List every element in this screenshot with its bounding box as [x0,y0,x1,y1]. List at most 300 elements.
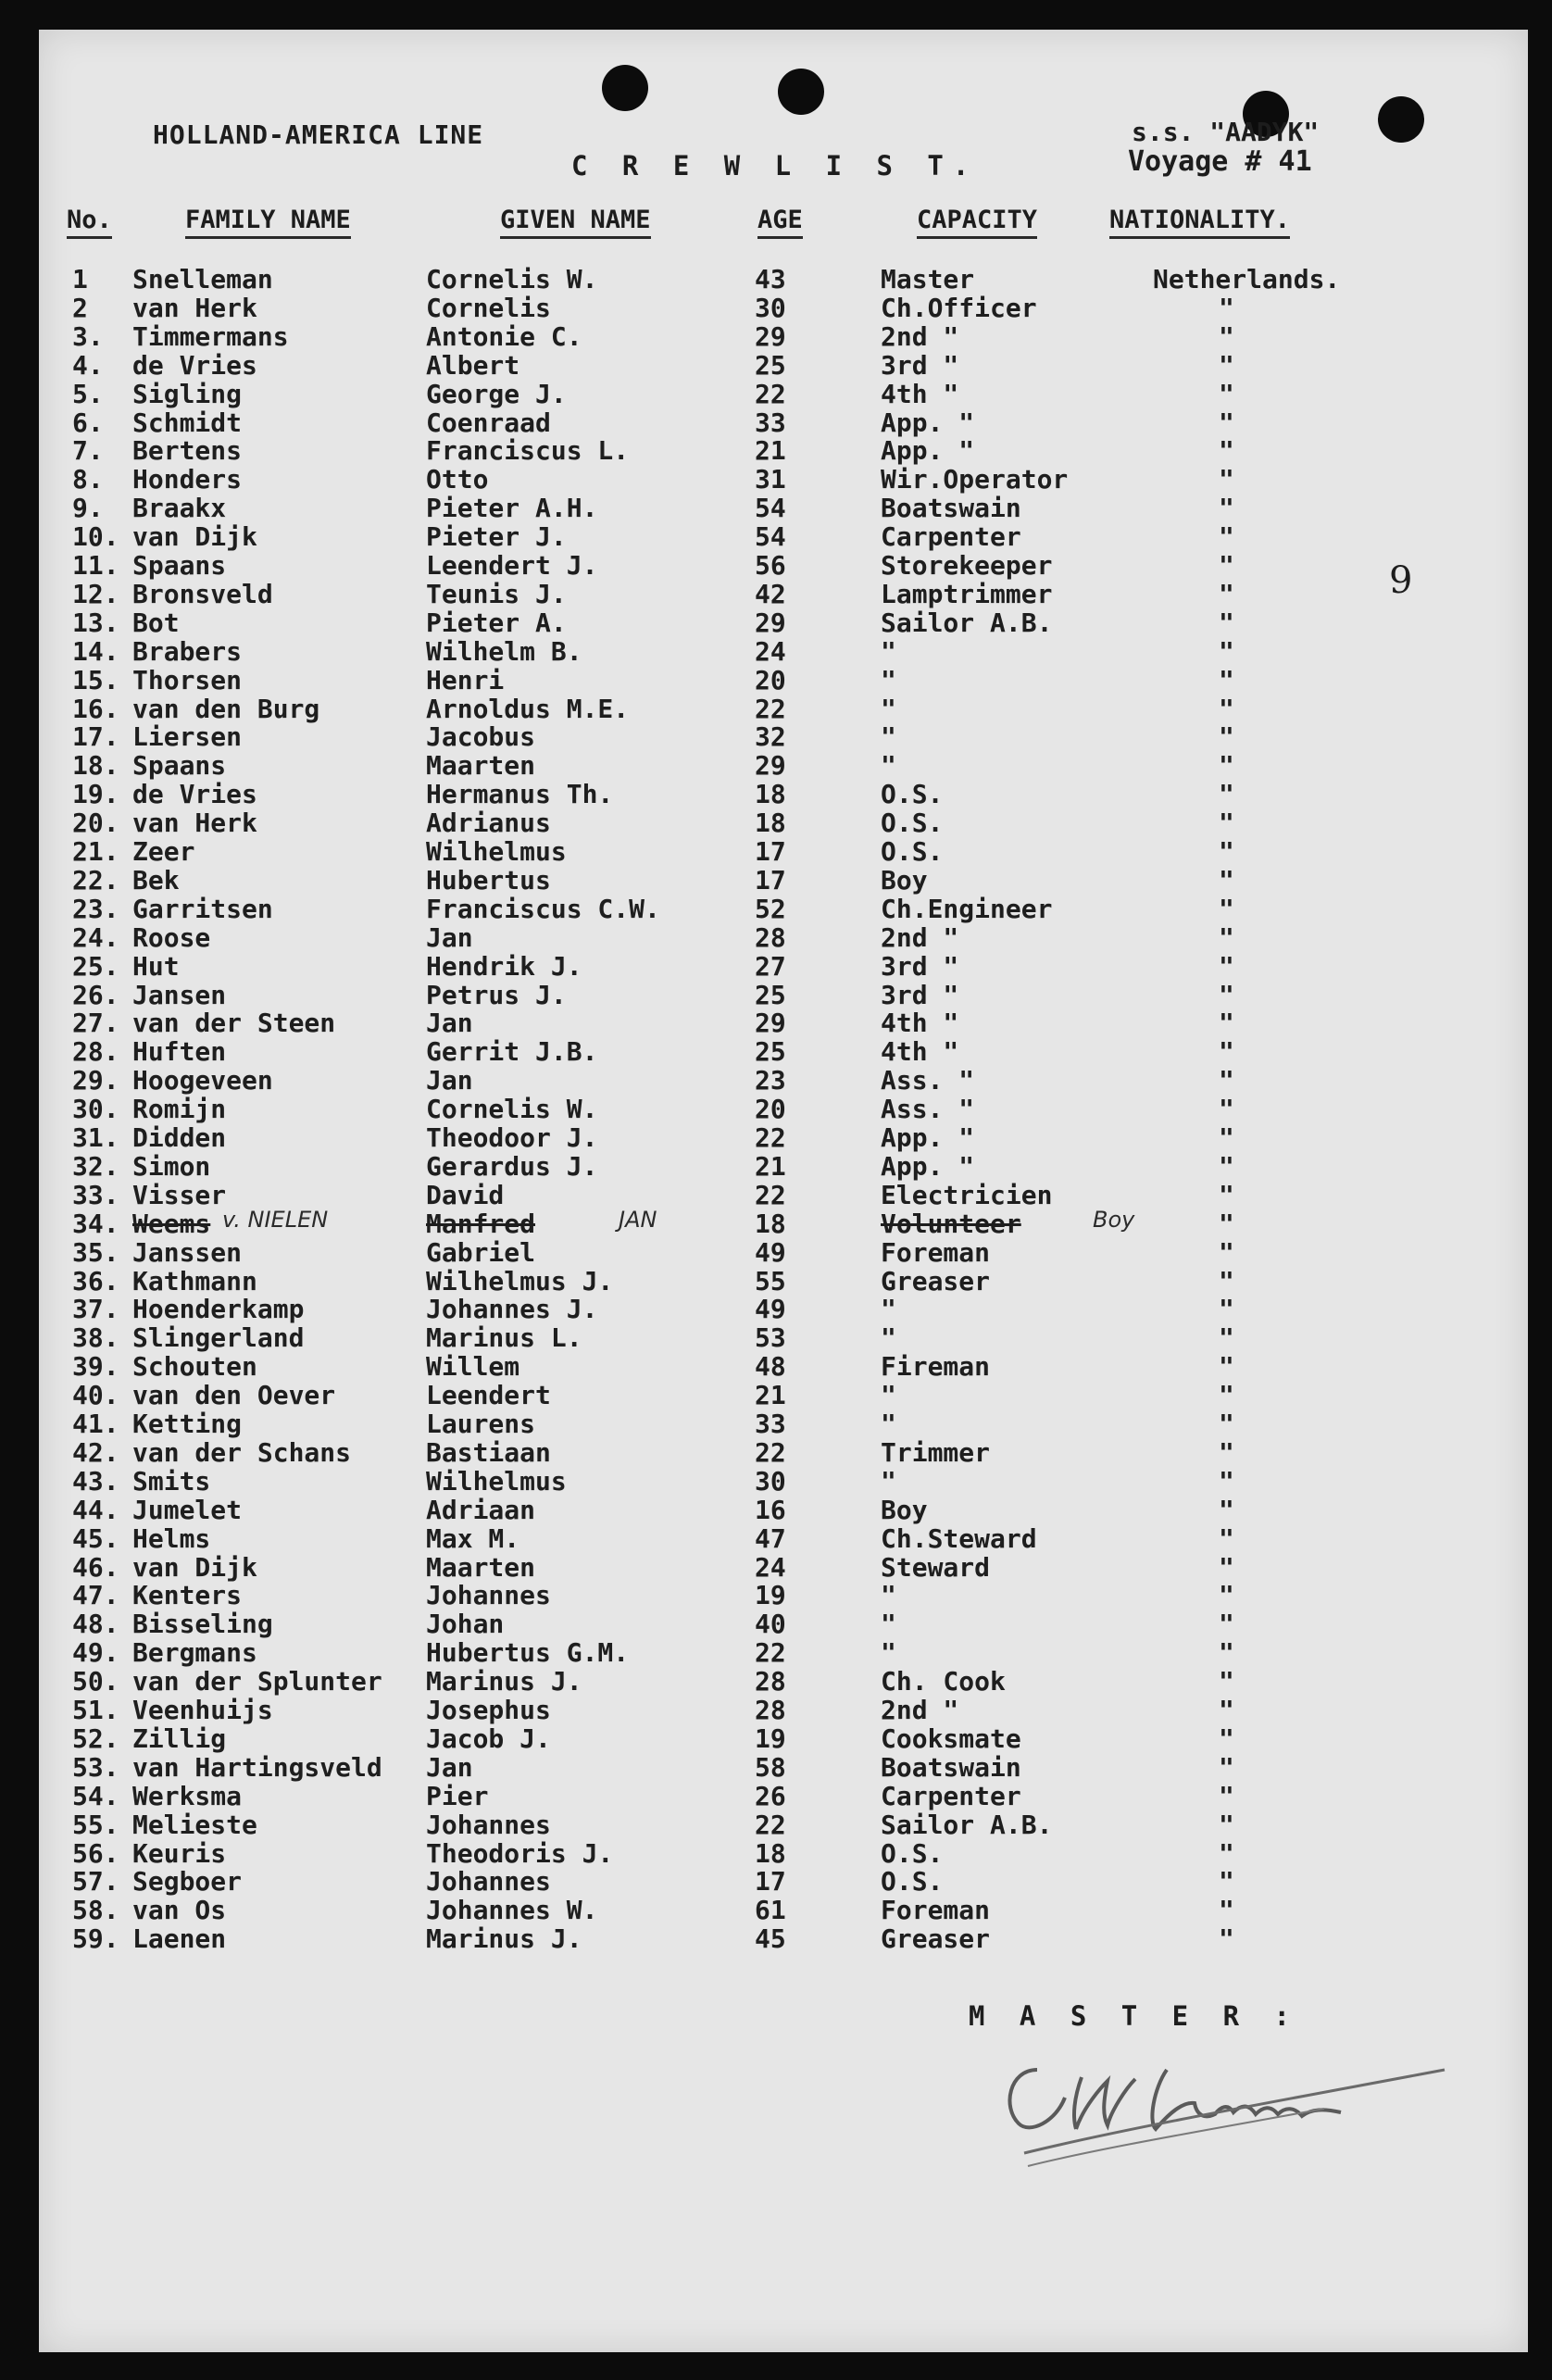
nationality-cell: " [1219,808,1234,839]
given-name-cell: Johannes [426,1809,551,1840]
nationality-cell: " [1219,1609,1234,1640]
age-cell: 21 [755,1150,786,1182]
nationality-cell: " [1219,1494,1234,1525]
age-cell: 29 [755,320,786,352]
age-cell: 48 [755,1351,786,1383]
table-row [0,293,1489,321]
nationality-cell: " [1219,1809,1234,1840]
nationality-cell: " [1219,320,1234,352]
column-header-nationality: NATIONALITY. [1109,206,1290,239]
crew-number-cell: 7. [72,435,104,467]
table-row [0,1380,1489,1409]
nationality-cell: Netherlands. [1153,264,1341,294]
crew-number-cell: 35. [72,1236,119,1268]
family-name-cell: van der Splunter [132,1666,382,1697]
given-name-cell: Josephus [426,1695,551,1725]
table-row [0,1065,1489,1094]
age-cell: 30 [755,1465,786,1497]
capacity-cell: " [881,1580,896,1611]
crew-number-cell: 2 [72,292,88,323]
crew-number-cell: 48. [72,1609,119,1640]
table-row [0,1151,1489,1180]
crew-number-cell: 19. [72,779,119,810]
table-row [0,980,1489,1008]
family-name-cell: Schmidt [132,407,243,438]
age-cell: 29 [755,750,786,782]
table-row [0,1695,1489,1723]
table-row [0,1466,1489,1495]
given-name-cell: Laurens [426,1409,536,1439]
nationality-cell: " [1219,1409,1234,1439]
table-row [0,1866,1489,1898]
family-name-cell: van Os [132,1895,227,1926]
given-name-cell: Theodoris J. [426,1837,614,1869]
capacity-cell: Ch.Officer [881,292,1037,323]
capacity-cell: 4th " [881,1008,959,1039]
age-cell: 28 [755,921,786,953]
age-cell: 21 [755,1380,786,1411]
family-name-cell: Helms [132,1522,211,1554]
capacity-cell: Wir.Operator [881,464,1069,495]
capacity-cell: Volunteer [881,1208,1021,1239]
nationality-cell: " [1219,750,1234,782]
table-row [0,808,1489,839]
nationality-cell: " [1219,407,1234,438]
table-row [0,1322,1489,1354]
nationality-cell: " [1219,921,1234,953]
age-cell: 28 [755,1666,786,1697]
table-row [0,1609,1489,1640]
crew-number-cell: 11. [72,550,119,581]
capacity-cell: 4th " [881,378,959,409]
nationality-cell: " [1219,1150,1234,1182]
table-row [0,1409,1489,1437]
crew-number-cell: 52. [72,1722,119,1754]
age-cell: 56 [755,550,786,581]
given-name-cell: Jan [426,1008,473,1039]
age-cell: 18 [755,1837,786,1869]
column-header-capacity: CAPACITY [917,206,1037,239]
column-header-family-name: FAMILY NAME [185,206,351,239]
family-name-cell: Spaans [132,550,227,581]
crew-number-cell: 40. [72,1380,119,1411]
crew-number-cell: 26. [72,979,119,1010]
table-row [0,1523,1489,1552]
nationality-cell: " [1219,1580,1234,1611]
nationality-cell: " [1219,635,1234,667]
crew-number-cell: 39. [72,1351,119,1383]
nationality-cell: " [1219,1380,1234,1411]
table-row [0,951,1489,980]
nationality-cell: " [1219,1695,1234,1725]
nationality-cell: " [1219,1236,1234,1268]
table-row [0,1036,1489,1068]
crew-number-cell: 13. [72,607,119,638]
given-name-cell: Cornelis W. [426,264,598,294]
age-cell: 49 [755,1236,786,1268]
family-name-cell: Timmermans [132,320,289,352]
given-name-cell: Johan [426,1609,505,1640]
capacity-cell: O.S. [881,779,944,810]
crew-number-cell: 29. [72,1065,119,1096]
age-cell: 32 [755,721,786,753]
crew-number-cell: 9. [72,493,104,524]
crew-number-cell: 36. [72,1265,119,1296]
capacity-cell: App. " [881,435,975,467]
family-name-cell: van Dijk [132,521,257,553]
family-name-cell: van Dijk [132,1551,257,1583]
capacity-cell: Carpenter [881,1780,1021,1811]
capacity-cell: Ch.Steward [881,1522,1037,1554]
family-name-cell: Hoogeveen [132,1065,273,1096]
capacity-cell: Foreman [881,1895,991,1926]
crew-number-cell: 58. [72,1895,119,1926]
given-name-cell: Hermanus Th. [426,779,614,810]
age-cell: 17 [755,1866,786,1898]
crew-number-cell: 45. [72,1522,119,1554]
table-row [0,579,1489,608]
nationality-cell: " [1219,1208,1234,1239]
table-row [0,1810,1489,1838]
nationality-cell: " [1219,1923,1234,1955]
age-cell: 33 [755,407,786,438]
crew-number-cell: 59. [72,1923,119,1955]
age-cell: 18 [755,1208,786,1239]
nationality-cell: " [1219,779,1234,810]
capacity-cell: O.S. [881,836,944,867]
table-row [0,407,1489,436]
nationality-cell: " [1219,1179,1234,1210]
table-row [0,1495,1489,1523]
crew-number-cell: 32. [72,1150,119,1182]
given-name-cell: Bastiaan [426,1436,551,1468]
given-name-cell: Adrianus [426,808,551,839]
age-cell: 31 [755,464,786,495]
crew-number-cell: 23. [72,893,119,924]
capacity-cell: App. " [881,1122,975,1153]
age-cell: 19 [755,1722,786,1754]
age-cell: 20 [755,664,786,695]
nationality-cell: " [1219,1122,1234,1153]
family-name-cell: Visser [132,1179,227,1210]
table-row [0,379,1489,407]
crew-number-cell: 21. [72,836,119,867]
crew-number-cell: 43. [72,1465,119,1497]
age-cell: 29 [755,607,786,638]
table-row [0,1008,1489,1039]
given-name-cell: Teunis J. [426,578,567,609]
nationality-cell: " [1219,664,1234,695]
given-name-cell: Leendert [426,1380,551,1411]
table-row [0,1838,1489,1867]
given-name-cell: Marinus J. [426,1923,582,1955]
page-number-margin: 9 [1389,559,1413,602]
capacity-cell: Ch.Engineer [881,893,1053,924]
crew-number-cell: 38. [72,1322,119,1354]
nationality-cell: " [1219,521,1234,553]
given-name-cell: Hubertus [426,864,551,896]
table-row [0,750,1489,782]
table-row [0,1266,1489,1295]
family-name-cell: Hoenderkamp [132,1294,305,1325]
table-row [0,1580,1489,1609]
age-cell: 30 [755,292,786,323]
table-row [0,1752,1489,1781]
table-row [0,1122,1489,1151]
given-name-cell: Johannes [426,1580,551,1611]
given-name-cell: Max M. [426,1522,520,1554]
crew-number-cell: 46. [72,1551,119,1583]
nationality-cell: " [1219,1751,1234,1783]
given-name-cell: Arnoldus M.E. [426,693,630,724]
crew-number-cell: 54. [72,1780,119,1811]
table-row [0,865,1489,894]
nationality-cell: " [1219,950,1234,982]
capacity-cell: Electricien [881,1179,1053,1210]
family-name-cell: Simon [132,1150,211,1182]
family-name-cell: Didden [132,1122,227,1153]
family-name-cell: Liersen [132,721,243,753]
table-row [0,836,1489,865]
crew-number-cell: 30. [72,1094,119,1125]
table-row [0,922,1489,951]
crew-number-cell: 8. [72,464,104,495]
given-name-cell: Pier [426,1780,489,1811]
given-name-cell: Albert [426,349,520,381]
age-cell: 25 [755,349,786,381]
family-name-cell: Schouten [132,1351,257,1383]
age-cell: 25 [755,979,786,1010]
table-row [0,1180,1489,1209]
table-row [0,1237,1489,1266]
family-name-cell: Jumelet [132,1494,243,1525]
age-cell: 21 [755,435,786,467]
age-cell: 52 [755,893,786,924]
capacity-cell: " [881,721,896,753]
age-cell: 42 [755,578,786,609]
age-cell: 17 [755,836,786,867]
nationality-cell: " [1219,836,1234,867]
column-header-given-name: GIVEN NAME [500,206,651,239]
master-label: M A S T E R : [969,2000,1299,2032]
nationality-cell: " [1219,693,1234,724]
family-name-cell: Roose [132,921,211,953]
nationality-cell: " [1219,1008,1234,1039]
capacity-cell: " [881,1322,896,1354]
capacity-cell: Cooksmate [881,1722,1021,1754]
crew-number-cell: 42. [72,1436,119,1468]
given-name-cell: Gerardus J. [426,1150,598,1182]
capacity-cell: Greaser [881,1265,991,1296]
nationality-cell: " [1219,1094,1234,1125]
family-name-cell: Hut [132,950,180,982]
age-cell: 43 [755,264,786,294]
capacity-cell: Boatswain [881,1751,1021,1783]
given-name-cell: Marinus J. [426,1666,582,1697]
family-name-cell: Bisseling [132,1609,273,1640]
family-name-cell: van Herk [132,292,257,323]
family-name-cell: Spaans [132,750,227,782]
given-name-cell: Gerrit J.B. [426,1036,598,1068]
capacity-cell: O.S. [881,1866,944,1898]
given-name-cell: Wilhelmus [426,836,567,867]
table-row [0,1294,1489,1325]
given-name-cell: Wilhelmus [426,1465,567,1497]
given-name-cell: Theodoor J. [426,1122,598,1153]
age-cell: 58 [755,1751,786,1783]
table-row [0,1552,1489,1581]
table-row [0,435,1489,467]
age-cell: 23 [755,1065,786,1096]
family-name-cell: Bertens [132,435,243,467]
given-name-cell: Adriaan [426,1494,536,1525]
crew-number-cell: 1 [72,264,88,294]
capacity-cell: Ass. " [881,1065,975,1096]
handwritten-capacity: Boy [1093,1206,1135,1233]
age-cell: 26 [755,1780,786,1811]
capacity-cell: 3rd " [881,979,959,1010]
age-cell: 49 [755,1294,786,1325]
crew-number-cell: 15. [72,664,119,695]
crew-number-cell: 3. [72,320,104,352]
capacity-cell: " [881,1637,896,1669]
family-name-cell: Romijn [132,1094,227,1125]
given-name-cell: Maarten [426,750,536,782]
capacity-cell: Boy [881,864,928,896]
crew-number-cell: 12. [72,578,119,609]
punch-hole [602,65,648,111]
capacity-cell: App. " [881,1150,975,1182]
crew-number-cell: 31. [72,1122,119,1153]
given-name-cell: Wilhelm B. [426,635,582,667]
given-name-cell: Petrus J. [426,979,567,1010]
capacity-cell: 2nd " [881,921,959,953]
crew-number-cell: 20. [72,808,119,839]
given-name-cell: David [426,1179,505,1210]
given-name-cell: Johannes [426,1866,551,1898]
nationality-cell: " [1219,1065,1234,1096]
nationality-cell: " [1219,1722,1234,1754]
nationality-cell: " [1219,893,1234,924]
age-cell: 40 [755,1609,786,1640]
age-cell: 18 [755,779,786,810]
table-row [0,894,1489,922]
given-name-cell: Willem [426,1351,520,1383]
crew-number-cell: 41. [72,1409,119,1439]
capacity-cell: Fireman [881,1351,991,1383]
given-name-cell: Johannes J. [426,1294,598,1325]
capacity-cell: " [881,693,896,724]
family-name-cell: van den Oever [132,1380,336,1411]
table-row [0,264,1489,293]
age-cell: 22 [755,693,786,724]
crew-number-cell: 28. [72,1036,119,1068]
capacity-cell: Boy [881,1494,928,1525]
nationality-cell: " [1219,1837,1234,1869]
table-row [0,550,1489,579]
crew-number-cell: 14. [72,635,119,667]
nationality-cell: " [1219,435,1234,467]
nationality-cell: " [1219,550,1234,581]
table-row [0,521,1489,553]
family-name-cell: Janssen [132,1236,243,1268]
capacity-cell: Steward [881,1551,991,1583]
table-row [0,779,1489,808]
crew-number-cell: 16. [72,693,119,724]
nationality-cell: " [1219,464,1234,495]
capacity-cell: " [881,1294,896,1325]
family-name-cell: van Herk [132,808,257,839]
table-row [0,321,1489,350]
family-name-cell: Melieste [132,1809,257,1840]
family-name-cell: Bek [132,864,180,896]
capacity-cell: Ch. Cook [881,1666,1006,1697]
capacity-cell: Greaser [881,1923,991,1955]
nationality-cell: " [1219,864,1234,896]
age-cell: 20 [755,1094,786,1125]
capacity-cell: 2nd " [881,320,959,352]
age-cell: 55 [755,1265,786,1296]
family-name-cell: Slingerland [132,1322,305,1354]
table-row [0,493,1489,524]
crew-number-cell: 50. [72,1666,119,1697]
age-cell: 53 [755,1322,786,1354]
voyage-number: Voyage # 41 [1128,145,1312,178]
family-name-cell: Keuris [132,1837,227,1869]
nationality-cell: " [1219,1322,1234,1354]
handwritten-given-name: JAN [619,1206,657,1233]
crew-number-cell: 17. [72,721,119,753]
capacity-cell: Carpenter [881,521,1021,553]
given-name-cell: Otto [426,464,489,495]
table-row [0,1923,1489,1955]
nationality-cell: " [1219,1436,1234,1468]
family-name-cell: Werksma [132,1780,243,1811]
age-cell: 16 [755,1494,786,1525]
given-name-cell: Coenraad [426,407,551,438]
master-signature [972,2033,1454,2199]
nationality-cell: " [1219,1265,1234,1296]
given-name-cell: Jacobus [426,721,536,753]
nationality-cell: " [1219,1351,1234,1383]
family-name-cell: van Hartingsveld [132,1751,382,1783]
capacity-cell: Sailor A.B. [881,1809,1053,1840]
table-row [0,1723,1489,1752]
punch-hole [778,69,824,115]
crew-number-cell: 53. [72,1751,119,1783]
family-name-cell: Kathmann [132,1265,257,1296]
nationality-cell: " [1219,1666,1234,1697]
ship-name: s.s. "AADYK" [1132,117,1320,147]
capacity-cell: " [881,1465,896,1497]
family-name-cell: de Vries [132,779,257,810]
crew-number-cell: 47. [72,1580,119,1611]
handwritten-family-name: v. NIELEN [222,1206,329,1233]
nationality-cell: " [1219,292,1234,323]
punch-hole [1378,96,1424,143]
family-name-cell: Veenhuijs [132,1695,273,1725]
family-name-cell: Zeer [132,836,195,867]
age-cell: 18 [755,808,786,839]
crew-number-cell: 25. [72,950,119,982]
age-cell: 22 [755,1436,786,1468]
nationality-cell: " [1219,1294,1234,1325]
nationality-cell: " [1219,1551,1234,1583]
age-cell: 22 [755,1637,786,1669]
age-cell: 28 [755,1695,786,1725]
capacity-cell: Master [881,264,975,294]
given-name-cell: Henri [426,664,505,695]
